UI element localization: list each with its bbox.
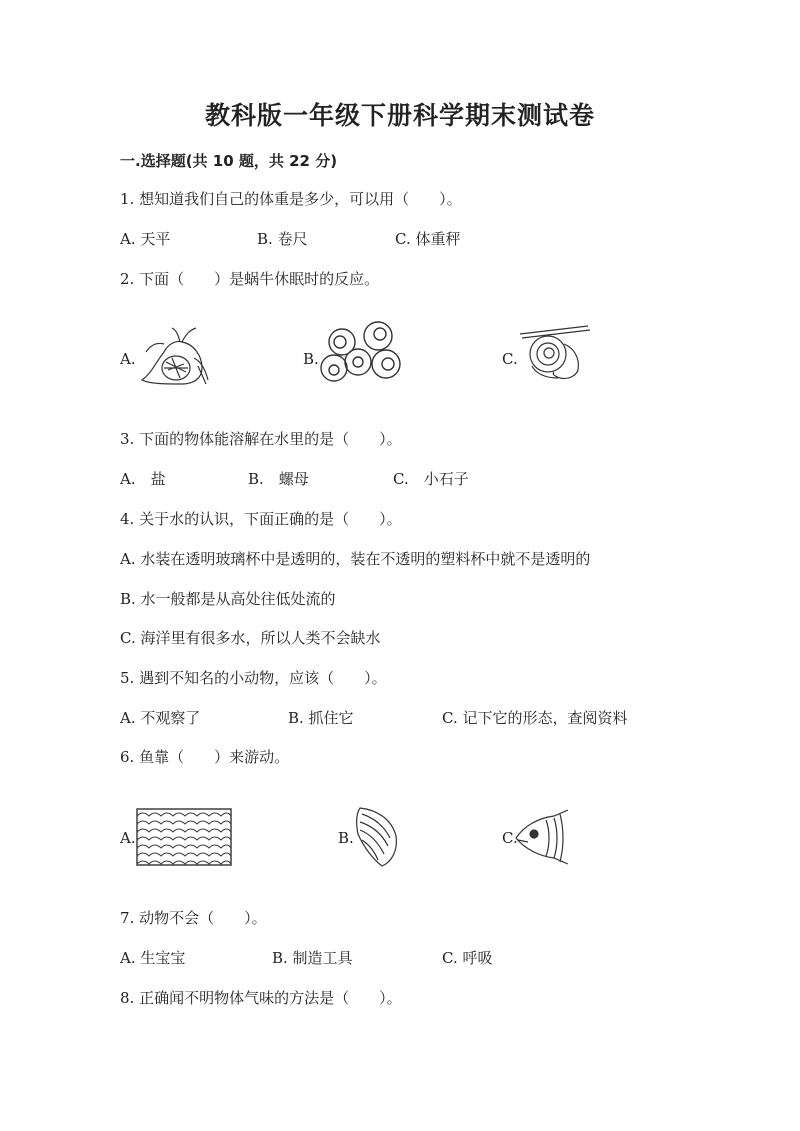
section-heading: 一.选择题(共 10 题，共 22 分) — [120, 152, 338, 170]
question-6: 6. 鱼靠（ ）来游动。 — [120, 748, 290, 766]
q3-option-b: B. 螺母 — [248, 470, 309, 488]
q1-option-b: B. 卷尺 — [257, 230, 308, 248]
q4-option-b: B. 水一般都是从高处往低处流的 — [120, 590, 336, 608]
question-2: 2. 下面（ ）是蜗牛休眠时的反应。 — [120, 270, 380, 288]
q2-option-b: B. — [303, 350, 319, 368]
q3-option-c: C. 小石子 — [393, 470, 469, 488]
q4-option-a: A. 水装在透明玻璃杯中是透明的，装在不透明的塑料杯中就不是透明的 — [120, 550, 591, 568]
q5-option-c: C. 记下它的形态，查阅资料 — [442, 709, 628, 727]
q7-option-b: B. 制造工具 — [272, 949, 353, 967]
q7-option-c: C. 呼吸 — [442, 949, 493, 967]
q4-option-c: C. 海洋里有很多水，所以人类不会缺水 — [120, 629, 381, 647]
question-8: 8. 正确闻不明物体气味的方法是（ ）。 — [120, 989, 402, 1007]
q1-option-c: C. 体重秤 — [395, 230, 461, 248]
question-1: 1. 想知道我们自己的体重是多少，可以用（ ）。 — [120, 190, 462, 208]
snail-illustration-a — [136, 322, 211, 387]
q2-option-a: A. — [120, 350, 136, 368]
q7-option-a: A. 生宝宝 — [120, 949, 186, 967]
q1-option-a: A. 天平 — [120, 230, 171, 248]
q5-option-b: B. 抓住它 — [288, 709, 354, 727]
q6-option-a: A. — [120, 829, 136, 847]
page-title: 教科版一年级下册科学期末测试卷 — [204, 101, 595, 130]
fish-fin-illustration-b — [354, 806, 399, 868]
q6-option-c: C. — [502, 829, 518, 847]
fish-tail-illustration-c — [514, 806, 570, 866]
question-5: 5. 遇到不知名的小动物，应该（ ）。 — [120, 669, 387, 687]
q6-option-b: B. — [338, 829, 354, 847]
question-4: 4. 关于水的认识，下面正确的是（ ）。 — [120, 510, 402, 528]
q5-option-a: A. 不观察了 — [120, 709, 201, 727]
q3-option-a: A. 盐 — [120, 470, 166, 488]
snail-eggs-illustration-b — [320, 318, 410, 388]
fish-scales-illustration-a — [136, 808, 232, 866]
question-3: 3. 下面的物体能溶解在水里的是（ ）。 — [120, 430, 402, 448]
snail-on-branch-illustration-c — [518, 322, 593, 382]
q2-option-c: C. — [502, 350, 518, 368]
question-7: 7. 动物不会（ ）。 — [120, 909, 267, 927]
